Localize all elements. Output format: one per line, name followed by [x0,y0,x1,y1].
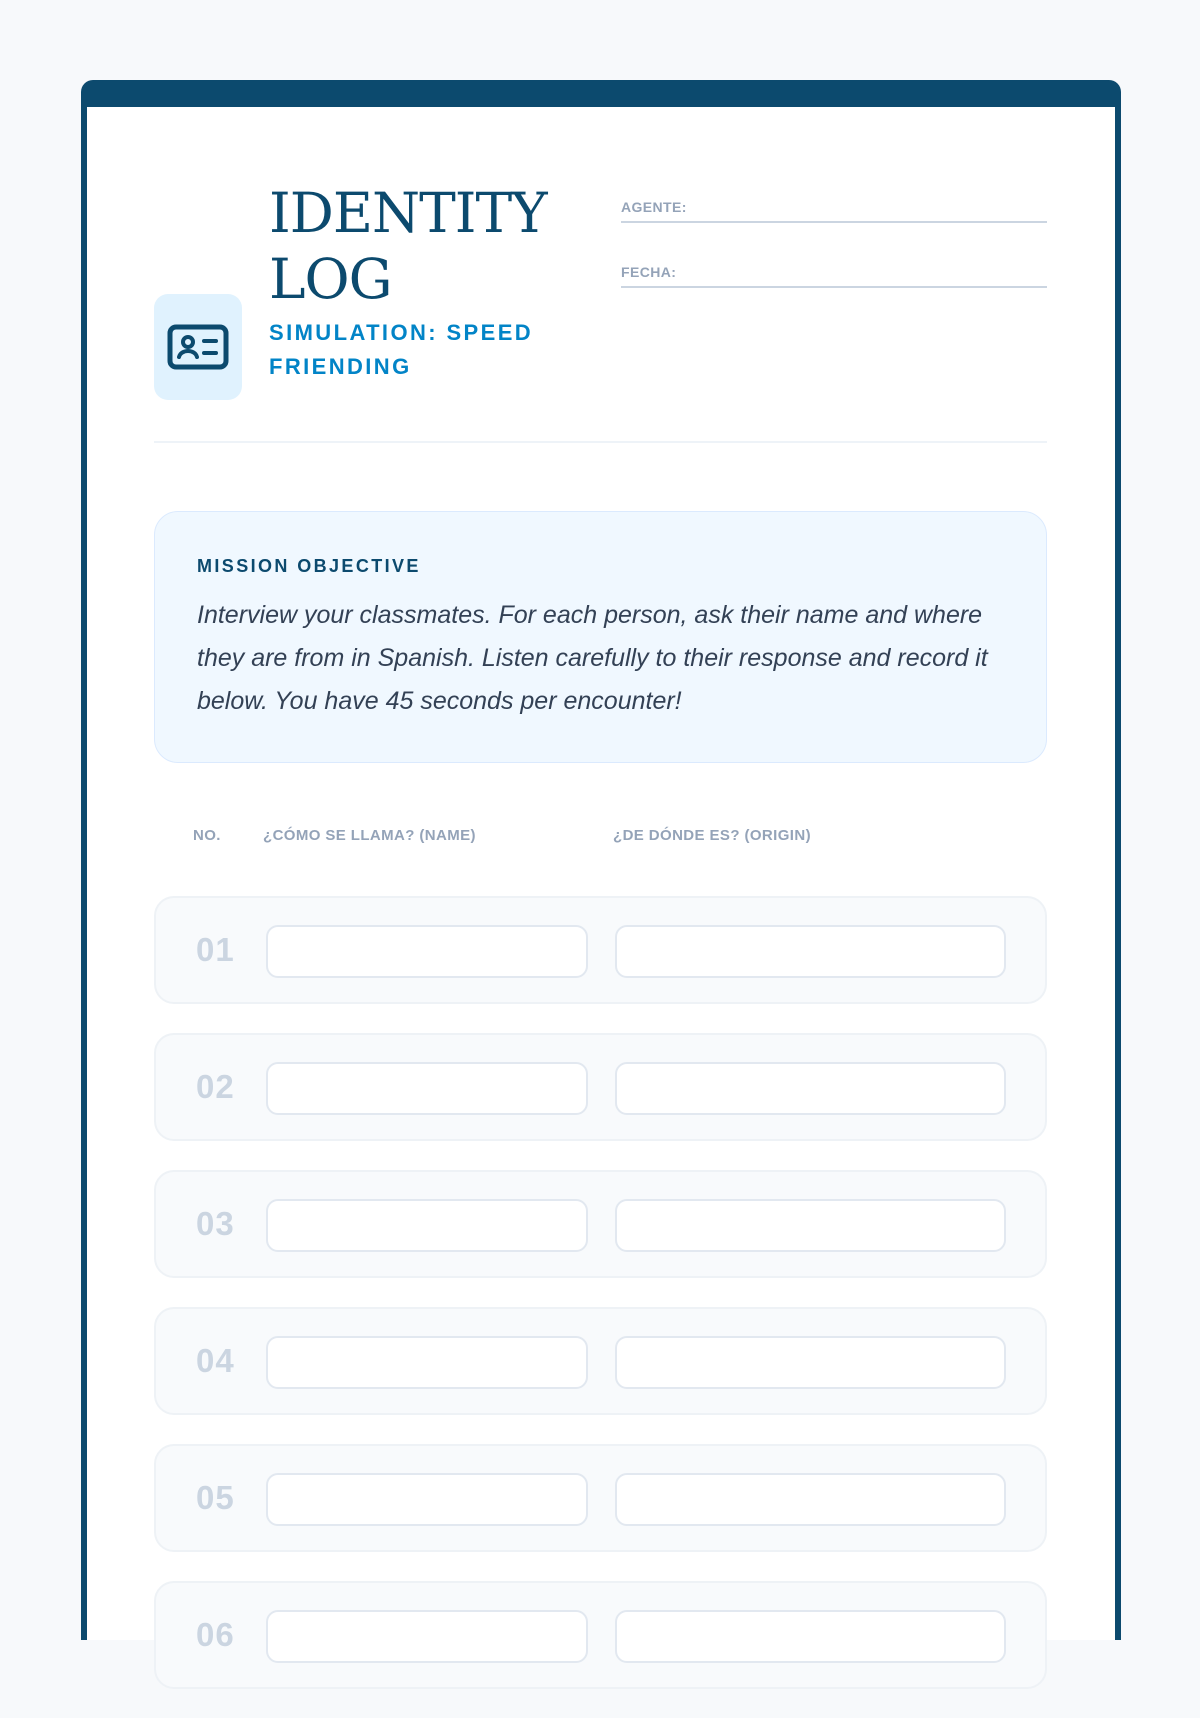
col-header-origin: ¿DE DÓNDE ES? (ORIGIN) [613,827,811,844]
agent-field[interactable] [621,198,1047,223]
origin-input[interactable] [615,1336,1006,1389]
student-fields [621,198,1047,328]
name-input[interactable] [266,925,588,978]
header [154,180,1047,396]
icon-tile [154,294,242,400]
table-row [154,1307,1047,1415]
date-field[interactable] [621,263,1047,288]
title-block [269,180,599,384]
name-input[interactable] [266,1336,588,1389]
row-number: 02 [196,1068,235,1105]
origin-input[interactable] [615,1610,1006,1663]
row-number: 01 [196,931,235,968]
table-row [154,896,1047,1004]
objective-text: Interview your classmates. For each person, ask their name and where they are from in Spanish. Listen carefully to their response and record it below. You have 45 seconds per encounter! [197,601,988,715]
table-header [154,827,1047,851]
encounter-list [154,896,1047,1718]
origin-input[interactable] [615,1062,1006,1115]
name-input[interactable] [266,1199,588,1252]
origin-input[interactable] [615,1473,1006,1526]
origin-input[interactable] [615,925,1006,978]
row-number: 04 [196,1342,235,1379]
table-row [154,1033,1047,1141]
header-divider [154,441,1047,443]
worksheet-card [81,80,1121,1653]
id-card-icon [167,324,229,370]
table-row [154,1581,1047,1689]
mission-objective-box [154,511,1047,763]
origin-input[interactable] [615,1199,1006,1252]
row-number: 05 [196,1479,235,1516]
col-header-name: ¿CÓMO SE LLAMA? (NAME) [263,827,476,844]
page-title [269,180,599,312]
name-input[interactable] [266,1473,588,1526]
name-input[interactable] [266,1610,588,1663]
page-subtitle: SIMULATION: SPEED FRIENDING [269,320,534,379]
date-label: FECHA: [621,264,677,280]
objective-label: MISSION OBJECTIVE [197,556,421,576]
row-number: 03 [196,1205,235,1242]
title-line-2: LOG [269,247,392,311]
row-number: 06 [196,1616,235,1653]
col-header-no: NO. [193,827,221,844]
title-line-1: IDENTITY [269,181,547,245]
name-input[interactable] [266,1062,588,1115]
table-row [154,1170,1047,1278]
agent-label: AGENTE: [621,199,687,215]
table-row [154,1444,1047,1552]
